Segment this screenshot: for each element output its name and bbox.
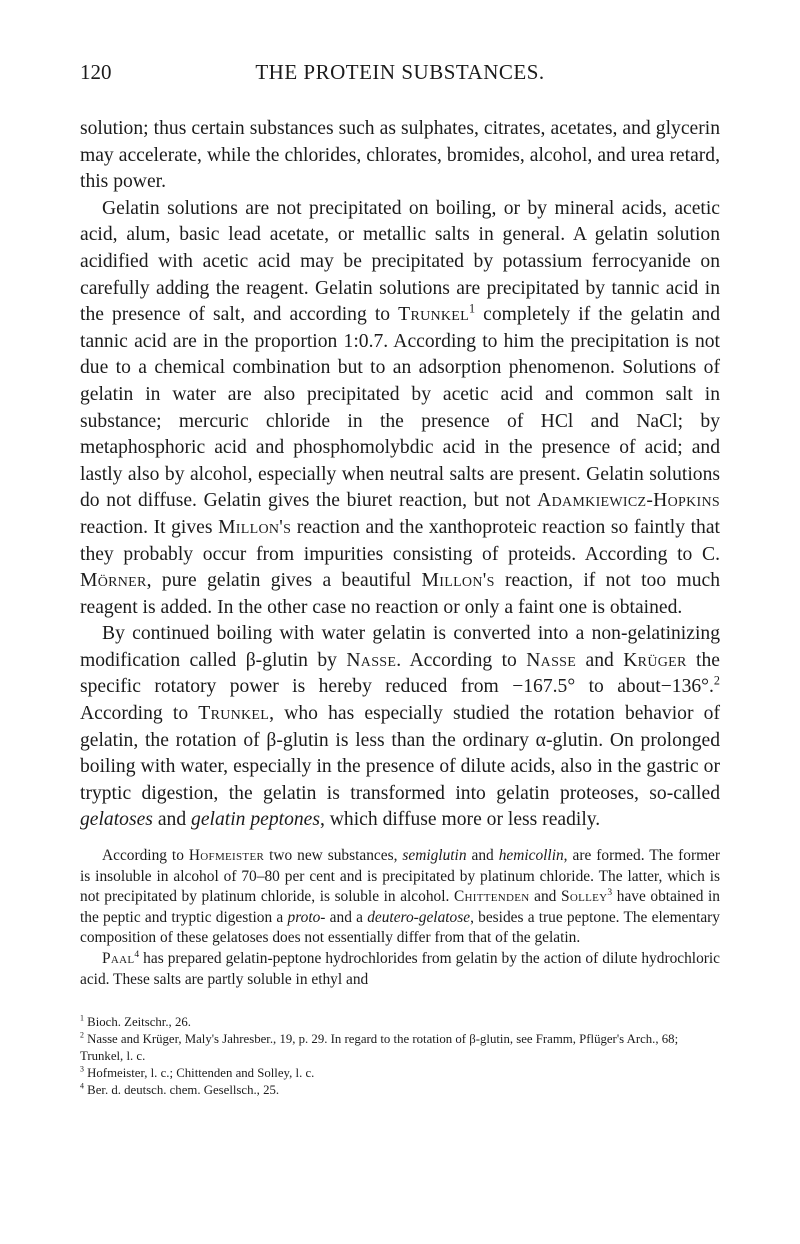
text-run: and — [529, 888, 561, 906]
text-run: has prepared gelatin-peptone hydrochlorides from gelatin by the action of dilute hydrochloric acid. These salts are partly soluble in ethyl and — [80, 950, 720, 988]
footnote-mark: 2 — [80, 1030, 84, 1040]
text-run: reaction. It gives — [80, 516, 219, 538]
text-run: , which diffuse more or less readily. — [319, 809, 601, 831]
text-run: , are formed. The former is insoluble in alcohol of 70–80 per cent and is precipitated by platinum chloride. The latter, which is not precipitated by platinum chloride, is soluble in alcohol. — [80, 847, 720, 906]
emphasis: gelatin peptones — [191, 809, 320, 831]
text-run: According to — [102, 847, 189, 865]
author-name: Hofmeister — [188, 847, 265, 865]
text-run: , pure gelatin gives a beautiful — [146, 570, 422, 592]
author-name: Trunkel — [398, 304, 470, 326]
text-run: the specific rotatory power is hereby reduced from −167.5° to about−136°. — [80, 649, 720, 698]
footnote-mark: 1 — [80, 1013, 84, 1023]
emphasis: deutero-gelatose — [367, 908, 471, 926]
page-body — [80, 116, 720, 1099]
footnote-ref: 4 — [134, 948, 140, 960]
footnote-mark: 4 — [80, 1081, 84, 1091]
footnote-text: Nasse and Krüger, Maly's Jahresber., 19, p. 29. In regard to the rotation of β-glutin, see Framm, Pflüger's Arch., 68; Trunkel, l. c. — [80, 1032, 679, 1064]
text-run: and — [576, 649, 624, 671]
author-name: Krüger — [623, 649, 687, 671]
author-name: Chittenden — [453, 888, 530, 906]
author-name: Mörner — [80, 570, 147, 592]
text-run: two new substances, — [264, 847, 403, 865]
text-run: reaction, if not too much reagent is added. In the other case no reaction or only a faint one is obtained. — [80, 570, 720, 618]
page-header — [80, 60, 720, 90]
footnote-mark: 3 — [80, 1064, 84, 1074]
author-name: Nasse — [526, 649, 577, 671]
paragraph-2 — [80, 196, 720, 622]
text-run: and a — [325, 908, 368, 926]
author-name: Millon's — [218, 516, 292, 538]
emphasis: proto- — [287, 908, 326, 926]
text-run: By continued boiling with water gelatin is converted into a non-gelatinizing modification called β-glutin by — [80, 623, 720, 671]
paragraph-1 — [80, 116, 720, 196]
text-run: According to — [80, 703, 199, 725]
author-name: Trunkel — [198, 703, 270, 725]
footnote-ref: 3 — [607, 887, 613, 899]
footnote-3 — [80, 1065, 720, 1082]
author-name: Nasse — [346, 649, 397, 671]
small-paragraph-1 — [80, 846, 720, 949]
author-name: Millon's — [421, 570, 495, 592]
author-name: Adamkiewicz-Hopkins — [537, 490, 720, 512]
footnote-text: Bioch. Zeitschr., 26. — [83, 1015, 191, 1030]
text-run: and — [466, 847, 499, 865]
text-run: , besides a true peptone. The elementary composition of these gelatoses does not essentially differ from that of the gelatin. — [80, 908, 720, 947]
text-run: , who has especially studied the rotation behavior of gelatin, the rotation of β-glutin is less than the ordinary α-glutin. On prolonged boiling with water, especially in the presence of dilute acids, also in the gastric or tryptic digestion, the gelatin is transformed into gelatin proteoses, so-called — [80, 703, 720, 804]
paragraph-3 — [80, 621, 720, 834]
text-run: . According to — [396, 649, 527, 671]
footnote-text: Hofmeister, l. c.; Chittenden and Solley, l. c. — [83, 1066, 315, 1081]
emphasis: hemicollin — [498, 847, 564, 865]
author-name: Solley — [560, 888, 608, 906]
emphasis: semiglutin — [402, 847, 467, 865]
text-run: and — [152, 809, 192, 831]
page-number: 120 — [80, 60, 112, 84]
small-print-section — [80, 846, 720, 990]
footnotes — [80, 1014, 720, 1099]
text-run: have obtained in the peptic and tryptic digestion a — [80, 888, 720, 926]
running-title: THE PROTEIN SUBSTANCES. — [255, 60, 545, 84]
text-run: reaction and the xanthoproteic reaction so faintly that they probably occur from impurities consisting of proteids. According to C. — [80, 516, 720, 565]
footnote-text: Ber. d. deutsch. chem. Gesellsch., 25. — [83, 1083, 280, 1098]
book-page — [80, 60, 720, 1099]
text-run: Gelatin solutions are not precipitated on boiling, or by mineral acids, acetic acid, alum, basic lead acetate, or metallic salts in general. A gelatin solution acidified with acetic acid may be precipitated by potassium ferrocyanide on carefully adding the reagent. Gelatin solutions are precipitated by tannic acid in the presence of salt, and according to — [80, 197, 720, 326]
text-run: completely if the gelatin and tannic acid are in the proportion 1:0.7. According to him the precipitation is not due to a chemical combination but to an adsorption phenomenon. Solutions of gelatin in water are also precipitated by acetic acid and common salt in substance; mercuric chloride in the presence of HCl and NaCl; by metaphosphoric acid and phosphomolybdic acid in the presence of acid; and lastly also by alcohol, especially when neutral salts are present. Gelatin solutions do not diffuse. Gelatin gives the biuret reaction, but not — [80, 304, 721, 512]
footnote-ref: 1 — [469, 301, 476, 316]
footnote-2 — [80, 1031, 720, 1065]
small-paragraph-2 — [80, 949, 720, 990]
footnote-1 — [80, 1014, 720, 1031]
emphasis: gelatoses — [80, 809, 153, 831]
text-run: solution; thus certain substances such as sulphates, citrates, acetates, and glycerin may accelerate, while the chlorides, chlorates, bromides, alcohol, and urea retard, this power. — [80, 118, 720, 193]
footnote-ref: 2 — [713, 673, 720, 688]
author-name: Paal — [102, 950, 135, 967]
footnote-4 — [80, 1082, 720, 1099]
